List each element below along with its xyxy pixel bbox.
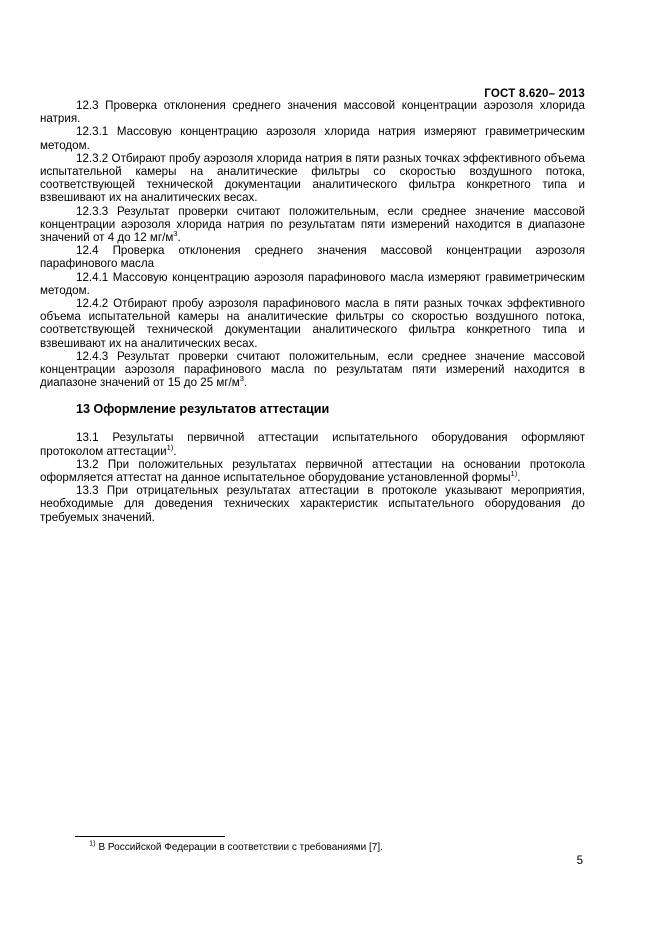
text-run: . [173, 444, 177, 458]
text-run: 13.2 При положительных результатах первичной аттестации на основании протокола оформляется аттестат на данное испытательное оборудование установленной формы [40, 457, 585, 485]
paragraph [40, 244, 585, 270]
paragraph [40, 350, 585, 390]
text-run: 12.3.2 Отбирают пробу аэрозоля хлорида натрия в пяти разных точках эффективного объема испытательной камеры на аналитические фильтры со скоростью воздушного потока, соответствующей технической документации аналитического фильтра конкретного типа и взвешивают их на аналитических весах. [40, 151, 585, 205]
page-number: 5 [576, 855, 583, 867]
section-heading [40, 402, 585, 417]
text-run: 12.4 Проверка отклонения среднего значения массовой концентрации аэрозоля парафинового масла [40, 244, 585, 271]
text-run: 13.1 Результаты первичной аттестации испытательного оборудования оформляют протоколом аттестации [40, 431, 585, 458]
paragraph [40, 99, 585, 125]
text-run: 12.4.3 Результат проверки считают положительным, если среднее значение массовой концентрации аэрозоля парафинового масла по результатам пяти измерений находится в диапазоне значений от 15 до 25 мг/м [40, 349, 585, 390]
text-run: 12.3.3 Результат проверки считают положительным, если среднее значение массовой концентрации аэрозоля хлорида натрия по результатам пяти измерений находится в диапазоне значений от 4 до 12 мг/м [40, 204, 585, 245]
doc-number: ГОСТ 8.620– 2013 [484, 88, 585, 100]
footnote-body: В Российской Федерации в соответствии с требованиями [7]. [95, 842, 383, 853]
text-run: 13.3 При отрицательных результатах аттестации в протоколе указывают мероприятия, необходимые для доведения технических характеристик испытательного оборудования до требуемых значений. [40, 484, 585, 524]
superscript: 3 [239, 374, 244, 384]
text-run: 13 Оформление результатов аттестации [76, 402, 330, 417]
footnote-text [75, 838, 585, 854]
footnote-rule [75, 836, 225, 837]
text-run: 12.4.2 Отбирают пробу аэрозоля парафинового масла в пяти разных точках эффективного объема испытательной камеры на аналитические фильтры со скоростью воздушного потока, соответствующей технической документации аналитического фильтра конкретного типа и взвешивают их на аналитических весах. [40, 297, 585, 350]
text-run: . [177, 231, 181, 245]
text-run: 12.4.1 Массовую концентрацию аэрозоля парафинового масла измеряют гравиметрическим методом. [40, 270, 585, 297]
paragraph [40, 205, 585, 245]
paragraph [40, 431, 585, 457]
paragraph [40, 125, 585, 151]
paragraph [40, 297, 585, 350]
superscript: 1) [166, 442, 174, 452]
paragraph [40, 152, 585, 205]
document-body [40, 99, 585, 524]
paragraph [40, 484, 585, 524]
superscript: 3 [173, 229, 178, 239]
paragraph [40, 458, 585, 484]
text-run: 12.3.1 Массовую концентрацию аэрозоля хлорида натрия измеряют гравиметрическим методом. [40, 125, 585, 152]
footnote-marker: 1) [89, 838, 96, 848]
superscript: 1) [510, 469, 518, 479]
paragraph [40, 271, 585, 297]
text-run: . [243, 376, 248, 390]
text-run: . [517, 471, 521, 485]
text-run: 12.3 Проверка отклонения среднего значения массовой концентрации аэрозоля хлорида натрия. [40, 99, 585, 126]
footnote-area [75, 836, 585, 854]
